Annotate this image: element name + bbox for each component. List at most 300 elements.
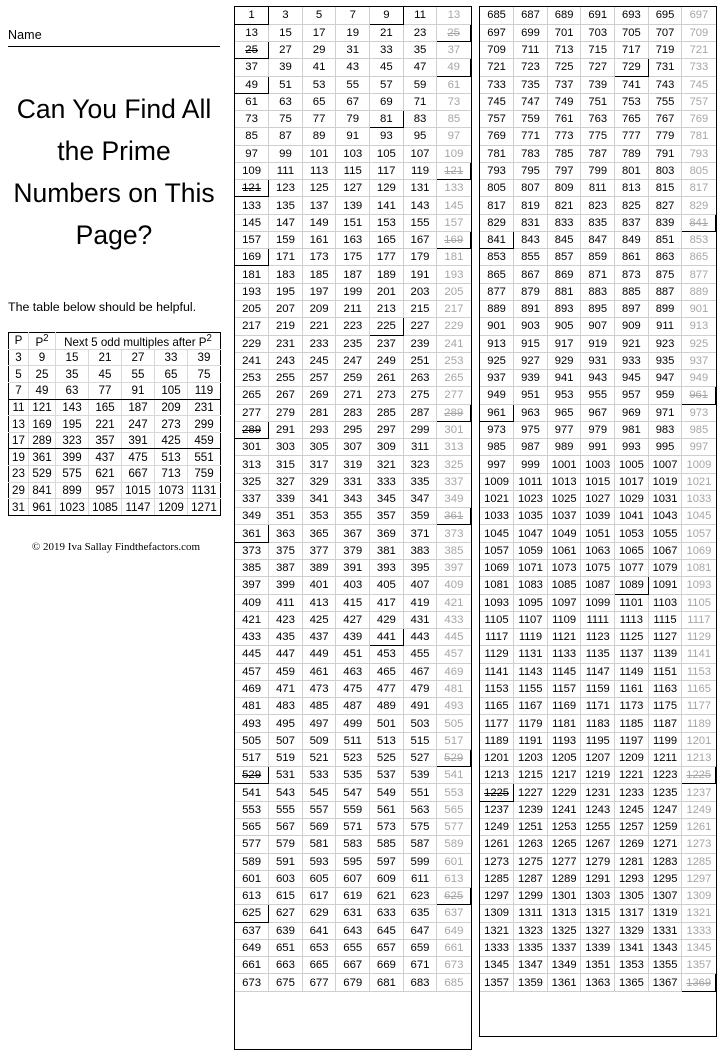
number-cell[interactable]: 117 xyxy=(370,162,404,179)
number-cell[interactable]: 967 xyxy=(581,404,615,421)
number-cell[interactable]: 231 xyxy=(269,335,303,352)
number-cell[interactable]: 35 xyxy=(403,42,437,59)
number-cell-carry[interactable]: 577 xyxy=(437,818,471,835)
number-cell[interactable]: 253 xyxy=(235,370,269,387)
number-cell[interactable]: 5 xyxy=(302,7,336,24)
number-cell-square[interactable]: 841 xyxy=(480,231,514,248)
number-cell[interactable]: 929 xyxy=(547,352,581,369)
number-cell-carry[interactable]: 121 xyxy=(437,162,471,179)
number-cell[interactable]: 565 xyxy=(235,818,269,835)
number-cell[interactable]: 291 xyxy=(269,421,303,438)
number-cell[interactable]: 1301 xyxy=(547,888,581,905)
number-cell[interactable]: 811 xyxy=(581,180,615,197)
number-cell[interactable]: 553 xyxy=(235,801,269,818)
number-cell[interactable]: 1005 xyxy=(615,456,649,473)
number-cell-carry[interactable]: 853 xyxy=(682,231,716,248)
number-cell[interactable]: 61 xyxy=(235,93,269,110)
number-cell[interactable]: 649 xyxy=(235,939,269,956)
number-cell-carry[interactable]: 1237 xyxy=(682,784,716,801)
name-field-row[interactable] xyxy=(8,26,220,47)
number-cell[interactable]: 15 xyxy=(269,24,303,41)
number-cell[interactable]: 1087 xyxy=(581,577,615,594)
number-cell[interactable]: 561 xyxy=(370,801,404,818)
number-cell[interactable]: 267 xyxy=(269,387,303,404)
number-cell-carry[interactable]: 769 xyxy=(682,111,716,128)
number-cell[interactable]: 1347 xyxy=(514,957,548,974)
number-cell[interactable]: 515 xyxy=(403,732,437,749)
number-cell[interactable]: 11 xyxy=(403,7,437,24)
number-cell[interactable]: 109 xyxy=(235,162,269,179)
number-cell[interactable]: 887 xyxy=(648,283,682,300)
number-cell[interactable]: 69 xyxy=(370,93,404,110)
number-cell[interactable]: 547 xyxy=(336,784,370,801)
number-cell[interactable]: 927 xyxy=(514,352,548,369)
number-cell[interactable]: 755 xyxy=(648,93,682,110)
number-cell-carry[interactable]: 169 xyxy=(437,231,471,248)
number-cell[interactable]: 377 xyxy=(302,542,336,559)
number-cell[interactable]: 965 xyxy=(547,404,581,421)
number-cell[interactable]: 1123 xyxy=(581,629,615,646)
number-cell-carry[interactable]: 1345 xyxy=(682,939,716,956)
number-cell[interactable]: 391 xyxy=(336,560,370,577)
number-cell[interactable]: 1131 xyxy=(514,646,548,663)
number-cell-carry[interactable]: 661 xyxy=(437,939,471,956)
number-cell[interactable]: 261 xyxy=(370,370,404,387)
number-cell[interactable]: 373 xyxy=(235,542,269,559)
number-cell[interactable]: 347 xyxy=(403,490,437,507)
number-cell[interactable]: 1291 xyxy=(581,870,615,887)
number-cell[interactable]: 881 xyxy=(547,283,581,300)
number-cell-carry[interactable]: 1273 xyxy=(682,836,716,853)
number-cell[interactable]: 639 xyxy=(269,922,303,939)
number-cell[interactable]: 1035 xyxy=(514,508,548,525)
number-cell[interactable]: 203 xyxy=(403,283,437,300)
number-cell[interactable]: 1097 xyxy=(547,594,581,611)
number-cell[interactable]: 1183 xyxy=(581,715,615,732)
number-cell[interactable]: 1043 xyxy=(648,508,682,525)
number-cell[interactable]: 861 xyxy=(615,249,649,266)
number-cell-carry[interactable]: 601 xyxy=(437,853,471,870)
number-cell[interactable]: 1325 xyxy=(547,922,581,939)
number-cell[interactable]: 951 xyxy=(514,387,548,404)
number-cell[interactable]: 903 xyxy=(514,318,548,335)
number-cell[interactable]: 859 xyxy=(581,249,615,266)
number-cell[interactable]: 913 xyxy=(480,335,514,352)
number-cell[interactable]: 265 xyxy=(235,387,269,404)
number-cell[interactable]: 1015 xyxy=(581,473,615,490)
number-cell[interactable]: 163 xyxy=(336,231,370,248)
number-cell[interactable]: 1169 xyxy=(547,698,581,715)
number-cell[interactable]: 687 xyxy=(514,7,548,24)
number-cell[interactable]: 897 xyxy=(615,301,649,318)
number-cell[interactable]: 375 xyxy=(269,542,303,559)
number-cell[interactable]: 443 xyxy=(403,629,437,646)
number-cell-carry[interactable]: 913 xyxy=(682,318,716,335)
number-cell-carry[interactable]: 697 xyxy=(682,7,716,24)
number-cell[interactable]: 271 xyxy=(336,387,370,404)
number-cell-carry[interactable]: 625 xyxy=(437,888,471,905)
number-cell[interactable]: 1355 xyxy=(648,957,682,974)
number-cell[interactable]: 971 xyxy=(648,404,682,421)
number-cell[interactable]: 1333 xyxy=(480,939,514,956)
number-cell[interactable]: 663 xyxy=(269,957,303,974)
number-cell-carry[interactable]: 505 xyxy=(437,715,471,732)
number-cell[interactable]: 103 xyxy=(336,145,370,162)
number-cell[interactable]: 47 xyxy=(403,59,437,76)
number-cell[interactable]: 455 xyxy=(403,646,437,663)
number-cell[interactable]: 539 xyxy=(403,767,437,784)
number-cell-carry[interactable]: 613 xyxy=(437,870,471,887)
number-cell[interactable]: 589 xyxy=(235,853,269,870)
number-cell[interactable]: 339 xyxy=(269,490,303,507)
number-cell[interactable]: 939 xyxy=(514,370,548,387)
number-cell[interactable]: 333 xyxy=(370,473,404,490)
number-cell[interactable]: 725 xyxy=(547,59,581,76)
number-cell[interactable]: 75 xyxy=(269,111,303,128)
number-cell[interactable]: 269 xyxy=(302,387,336,404)
number-cell[interactable]: 851 xyxy=(648,231,682,248)
number-cell[interactable]: 29 xyxy=(302,42,336,59)
number-cell-carry[interactable]: 637 xyxy=(437,905,471,922)
number-cell[interactable]: 107 xyxy=(403,145,437,162)
number-cell[interactable]: 735 xyxy=(514,76,548,93)
number-cell[interactable]: 773 xyxy=(547,128,581,145)
number-cell[interactable]: 501 xyxy=(370,715,404,732)
number-cell-carry[interactable]: 1249 xyxy=(682,801,716,818)
number-cell[interactable]: 617 xyxy=(302,888,336,905)
number-cell-carry[interactable]: 649 xyxy=(437,922,471,939)
number-cell[interactable]: 1199 xyxy=(648,732,682,749)
number-cell[interactable]: 563 xyxy=(403,801,437,818)
number-cell[interactable]: 697 xyxy=(480,24,514,41)
number-cell[interactable]: 973 xyxy=(480,421,514,438)
number-cell[interactable]: 395 xyxy=(403,560,437,577)
number-cell[interactable]: 877 xyxy=(480,283,514,300)
number-cell[interactable]: 621 xyxy=(370,888,404,905)
number-cell[interactable]: 711 xyxy=(514,42,548,59)
number-cell[interactable]: 133 xyxy=(235,197,269,214)
number-cell[interactable]: 1341 xyxy=(615,939,649,956)
number-cell[interactable]: 229 xyxy=(235,335,269,352)
number-cell[interactable]: 1141 xyxy=(480,663,514,680)
number-cell[interactable]: 123 xyxy=(269,180,303,197)
number-cell[interactable]: 387 xyxy=(269,560,303,577)
number-cell[interactable]: 423 xyxy=(269,611,303,628)
number-cell[interactable]: 1191 xyxy=(514,732,548,749)
number-cell[interactable]: 607 xyxy=(336,870,370,887)
number-cell[interactable]: 45 xyxy=(370,59,404,76)
number-cell[interactable]: 581 xyxy=(302,836,336,853)
number-cell[interactable]: 197 xyxy=(302,283,336,300)
number-cell[interactable]: 987 xyxy=(514,439,548,456)
number-cell[interactable]: 1139 xyxy=(648,646,682,663)
number-cell[interactable]: 1357 xyxy=(480,974,514,991)
number-cell[interactable]: 1231 xyxy=(581,784,615,801)
number-cell[interactable]: 167 xyxy=(403,231,437,248)
number-cell[interactable]: 837 xyxy=(615,214,649,231)
number-cell[interactable]: 835 xyxy=(581,214,615,231)
number-cell[interactable]: 1175 xyxy=(648,698,682,715)
number-cell[interactable]: 1113 xyxy=(615,611,649,628)
number-cell[interactable]: 747 xyxy=(514,93,548,110)
number-cell[interactable]: 935 xyxy=(648,352,682,369)
number-cell[interactable]: 653 xyxy=(302,939,336,956)
number-cell-carry[interactable]: 13 xyxy=(437,7,471,24)
number-cell[interactable]: 1327 xyxy=(581,922,615,939)
number-cell[interactable]: 1367 xyxy=(648,974,682,991)
number-cell-carry[interactable]: 529 xyxy=(437,749,471,766)
number-cell[interactable]: 1319 xyxy=(648,905,682,922)
number-cell[interactable]: 1143 xyxy=(514,663,548,680)
number-cell[interactable]: 459 xyxy=(269,663,303,680)
number-cell[interactable]: 177 xyxy=(370,249,404,266)
number-cell[interactable]: 693 xyxy=(615,7,649,24)
number-cell[interactable]: 13 xyxy=(235,24,269,41)
number-cell[interactable]: 721 xyxy=(480,59,514,76)
number-cell[interactable]: 171 xyxy=(269,249,303,266)
number-cell-carry[interactable]: 1081 xyxy=(682,560,716,577)
number-cell[interactable]: 439 xyxy=(336,629,370,646)
number-cell[interactable]: 975 xyxy=(514,421,548,438)
number-cell[interactable]: 969 xyxy=(615,404,649,421)
number-cell-carry[interactable]: 721 xyxy=(682,42,716,59)
number-cell-square[interactable]: 441 xyxy=(370,629,404,646)
number-cell[interactable]: 559 xyxy=(336,801,370,818)
number-cell[interactable]: 1295 xyxy=(648,870,682,887)
number-cell[interactable]: 55 xyxy=(336,76,370,93)
number-cell[interactable]: 793 xyxy=(480,162,514,179)
number-cell[interactable]: 249 xyxy=(370,352,404,369)
number-cell[interactable]: 115 xyxy=(336,162,370,179)
number-cell[interactable]: 1181 xyxy=(547,715,581,732)
number-cell[interactable]: 435 xyxy=(269,629,303,646)
number-cell[interactable]: 365 xyxy=(302,525,336,542)
number-cell[interactable]: 1335 xyxy=(514,939,548,956)
number-cell[interactable]: 1009 xyxy=(480,473,514,490)
number-cell[interactable]: 397 xyxy=(235,577,269,594)
number-cell-square[interactable]: 9 xyxy=(370,7,404,24)
number-cell[interactable]: 1365 xyxy=(615,974,649,991)
number-cell-carry[interactable]: 829 xyxy=(682,197,716,214)
number-cell-carry[interactable]: 1045 xyxy=(682,508,716,525)
number-cell-carry[interactable]: 1153 xyxy=(682,663,716,680)
number-cell[interactable]: 227 xyxy=(403,318,437,335)
number-cell[interactable]: 815 xyxy=(648,180,682,197)
number-cell[interactable]: 1251 xyxy=(514,818,548,835)
number-cell-carry[interactable]: 181 xyxy=(437,249,471,266)
number-cell[interactable]: 1201 xyxy=(480,749,514,766)
number-cell[interactable]: 1177 xyxy=(480,715,514,732)
number-cell[interactable]: 381 xyxy=(370,542,404,559)
number-cell[interactable]: 901 xyxy=(480,318,514,335)
number-cell[interactable]: 513 xyxy=(370,732,404,749)
number-cell[interactable]: 525 xyxy=(370,749,404,766)
number-cell[interactable]: 627 xyxy=(269,905,303,922)
number-cell-carry[interactable]: 865 xyxy=(682,249,716,266)
number-cell[interactable]: 917 xyxy=(547,335,581,352)
number-cell[interactable]: 337 xyxy=(235,490,269,507)
number-cell[interactable]: 1061 xyxy=(547,542,581,559)
number-cell[interactable]: 1195 xyxy=(581,732,615,749)
number-cell[interactable]: 485 xyxy=(302,698,336,715)
number-cell[interactable]: 1073 xyxy=(547,560,581,577)
number-cell-carry[interactable]: 1201 xyxy=(682,732,716,749)
number-cell[interactable]: 191 xyxy=(403,266,437,283)
number-cell[interactable]: 1155 xyxy=(514,680,548,697)
number-cell[interactable]: 893 xyxy=(547,301,581,318)
number-cell-carry[interactable]: 457 xyxy=(437,646,471,663)
number-cell[interactable]: 39 xyxy=(269,59,303,76)
number-cell-carry[interactable]: 397 xyxy=(437,560,471,577)
number-cell-square[interactable]: 361 xyxy=(235,525,269,542)
number-cell[interactable]: 263 xyxy=(403,370,437,387)
number-cell[interactable]: 1067 xyxy=(648,542,682,559)
number-cell[interactable]: 195 xyxy=(269,283,303,300)
number-cell[interactable]: 715 xyxy=(581,42,615,59)
number-cell[interactable]: 919 xyxy=(581,335,615,352)
number-cell[interactable]: 1017 xyxy=(615,473,649,490)
number-cell[interactable]: 527 xyxy=(403,749,437,766)
number-cell[interactable]: 329 xyxy=(302,473,336,490)
number-cell[interactable]: 93 xyxy=(370,128,404,145)
number-cell[interactable]: 605 xyxy=(302,870,336,887)
number-cell[interactable]: 591 xyxy=(269,853,303,870)
number-cell[interactable]: 179 xyxy=(403,249,437,266)
number-cell[interactable]: 891 xyxy=(514,301,548,318)
number-cell[interactable]: 1353 xyxy=(615,957,649,974)
number-cell[interactable]: 1359 xyxy=(514,974,548,991)
number-cell[interactable]: 165 xyxy=(370,231,404,248)
number-cell[interactable]: 1223 xyxy=(648,767,682,784)
number-cell[interactable]: 357 xyxy=(370,508,404,525)
number-cell-carry[interactable]: 349 xyxy=(437,490,471,507)
number-cell[interactable]: 599 xyxy=(403,853,437,870)
number-cell[interactable]: 53 xyxy=(302,76,336,93)
number-cell[interactable]: 1047 xyxy=(514,525,548,542)
number-cell-carry[interactable]: 49 xyxy=(437,59,471,76)
number-cell[interactable]: 1209 xyxy=(615,749,649,766)
number-cell[interactable]: 1137 xyxy=(615,646,649,663)
number-cell[interactable]: 637 xyxy=(235,922,269,939)
number-cell[interactable]: 65 xyxy=(302,93,336,110)
number-cell[interactable]: 1213 xyxy=(480,767,514,784)
number-cell[interactable]: 999 xyxy=(514,456,548,473)
number-cell[interactable]: 985 xyxy=(480,439,514,456)
number-cell[interactable]: 425 xyxy=(302,611,336,628)
number-cell[interactable]: 713 xyxy=(547,42,581,59)
number-cell-carry[interactable]: 205 xyxy=(437,283,471,300)
number-cell[interactable]: 469 xyxy=(235,680,269,697)
number-cell[interactable]: 451 xyxy=(336,646,370,663)
number-cell[interactable]: 883 xyxy=(581,283,615,300)
number-cell[interactable]: 503 xyxy=(403,715,437,732)
number-cell[interactable]: 1309 xyxy=(480,905,514,922)
number-cell[interactable]: 1345 xyxy=(480,957,514,974)
number-cell[interactable]: 481 xyxy=(235,698,269,715)
number-cell[interactable]: 1133 xyxy=(547,646,581,663)
number-cell[interactable]: 303 xyxy=(269,439,303,456)
number-cell[interactable]: 1261 xyxy=(480,836,514,853)
number-cell-carry[interactable]: 1165 xyxy=(682,680,716,697)
number-cell[interactable]: 577 xyxy=(235,836,269,853)
number-cell[interactable]: 1093 xyxy=(480,594,514,611)
number-cell[interactable]: 1207 xyxy=(581,749,615,766)
number-cell[interactable]: 183 xyxy=(269,266,303,283)
number-cell[interactable]: 785 xyxy=(547,145,581,162)
number-cell-carry[interactable]: 217 xyxy=(437,301,471,318)
number-cell-carry[interactable]: 301 xyxy=(437,421,471,438)
number-cell[interactable]: 1071 xyxy=(514,560,548,577)
number-cell[interactable]: 963 xyxy=(514,404,548,421)
number-cell[interactable]: 1045 xyxy=(480,525,514,542)
number-cell[interactable]: 345 xyxy=(370,490,404,507)
number-cell[interactable]: 855 xyxy=(514,249,548,266)
number-cell[interactable]: 753 xyxy=(615,93,649,110)
number-cell[interactable]: 87 xyxy=(269,128,303,145)
number-cell[interactable]: 827 xyxy=(648,197,682,214)
number-cell[interactable]: 41 xyxy=(302,59,336,76)
number-cell-square[interactable]: 961 xyxy=(480,404,514,421)
number-cell-carry[interactable]: 157 xyxy=(437,214,471,231)
number-cell[interactable]: 783 xyxy=(514,145,548,162)
number-cell[interactable]: 689 xyxy=(547,7,581,24)
number-cell[interactable]: 155 xyxy=(403,214,437,231)
number-cell[interactable]: 593 xyxy=(302,853,336,870)
number-cell[interactable]: 1051 xyxy=(581,525,615,542)
number-cell[interactable]: 193 xyxy=(235,283,269,300)
number-cell[interactable]: 1227 xyxy=(514,784,548,801)
number-cell[interactable]: 907 xyxy=(581,318,615,335)
number-cell-carry[interactable]: 1033 xyxy=(682,490,716,507)
number-cell[interactable]: 401 xyxy=(302,577,336,594)
number-cell[interactable]: 683 xyxy=(403,974,437,991)
number-cell-carry[interactable]: 925 xyxy=(682,335,716,352)
number-cell[interactable]: 737 xyxy=(547,76,581,93)
number-cell[interactable]: 507 xyxy=(269,732,303,749)
number-cell[interactable]: 595 xyxy=(336,853,370,870)
number-cell[interactable]: 279 xyxy=(269,404,303,421)
number-cell-carry[interactable]: 277 xyxy=(437,387,471,404)
number-cell[interactable]: 1315 xyxy=(581,905,615,922)
number-cell[interactable]: 801 xyxy=(615,162,649,179)
number-cell[interactable]: 479 xyxy=(403,680,437,697)
number-cell[interactable]: 63 xyxy=(269,93,303,110)
number-cell[interactable]: 723 xyxy=(514,59,548,76)
number-cell[interactable]: 775 xyxy=(581,128,615,145)
number-cell[interactable]: 237 xyxy=(370,335,404,352)
number-cell[interactable]: 151 xyxy=(336,214,370,231)
number-cell[interactable]: 437 xyxy=(302,629,336,646)
number-cell[interactable]: 489 xyxy=(370,698,404,715)
number-cell-carry[interactable]: 1105 xyxy=(682,594,716,611)
number-cell[interactable]: 283 xyxy=(336,404,370,421)
number-cell[interactable]: 823 xyxy=(581,197,615,214)
number-cell[interactable]: 73 xyxy=(235,111,269,128)
number-cell[interactable]: 19 xyxy=(336,24,370,41)
number-cell[interactable]: 83 xyxy=(403,111,437,128)
number-cell[interactable]: 1193 xyxy=(547,732,581,749)
number-cell[interactable]: 1115 xyxy=(648,611,682,628)
number-cell[interactable]: 665 xyxy=(302,957,336,974)
number-cell-carry[interactable]: 889 xyxy=(682,283,716,300)
number-cell-carry[interactable]: 361 xyxy=(437,508,471,525)
number-cell-carry[interactable]: 745 xyxy=(682,76,716,93)
number-cell[interactable]: 1007 xyxy=(648,456,682,473)
number-cell[interactable]: 911 xyxy=(648,318,682,335)
number-cell[interactable]: 779 xyxy=(648,128,682,145)
number-cell[interactable]: 957 xyxy=(615,387,649,404)
number-cell[interactable]: 273 xyxy=(370,387,404,404)
